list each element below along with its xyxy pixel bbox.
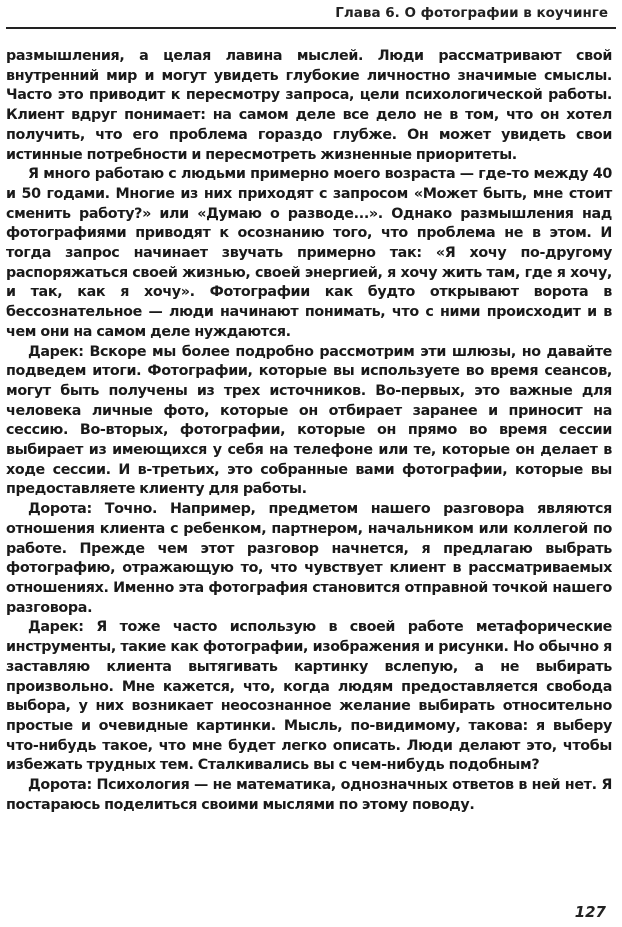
paragraph-text: Точно. Например, предметом нашего разговора являются отношения клиента с ребенком, партнером, начальником или коллегой по работе. Прежде чем этот разговор начнется, я предлагаю выбрать фотографию, отражающую то, что чувствует клиент в рассматриваемых отношениях. Именно эта фотография становится отправной точкой нашего разговора. [6,501,612,616]
dialogue-paragraph [6,343,612,501]
speaker-label: Дарек: [28,619,84,636]
paragraph-text: Психология — не математика, однозначных ответов в ней нет. Я постараюсь поделиться своими мыслями по этому поводу. [6,777,612,813]
paragraph-text: Вскоре мы более подробно рассмотрим эти шлюзы, но давайте подведем итоги. Фотографии, которые вы используете во время сеансов, могут быть получены из трех источников. Во-первых, это важные для человека личные фото, которые он отбирает заранее и приносит на сессию. Во-вторых, фотографии, которые он прямо во время сессии выбирает из имеющихся у себя на телефоне или те, которые он делает в ходе сессии. И в-третьих, это собранные вами фотографии, которые вы предоставляете клиенту для работы. [6,343,612,498]
paragraph-text: Я много работаю с людьми примерно моего возраста — где-то между 40 и 50 годами. Многие из них приходят с запросом «Может быть, мне стоит сменить работу?» или «Думаю о разводе...». Однако размышления над фотографиями приводят к осознанию того, что проблема не в этом. И тогда запрос начинает звучать примерно так: «Я хочу по-другому распоряжаться своей жизнью, своей энергией, я хочу жить там, где я хочу, и так, как я хочу». Фотографии как будто открывают ворота в бессознательное — люди начинают понимать, что с ними происходит и в чем они на самом деле нуждаются. [6,166,612,340]
paragraph-text: Я тоже часто использую в своей работе метафорические инструменты, такие как фотографии, изображения и рисунки. Но обычно я заставляю клиента вытягивать картинку вслепую, а не выбирать произвольно. Мне кажется, что, когда людям предоставляется свобода выбора, у них возникает неосознанное желание выбирать относительно простые и очевидные картинки. Мысль, по-видимому, такова: я выберу что-нибудь такое, что мне будет легко описать. Люди делают это, чтобы избежать трудных тем. Сталкивались вы с чем-нибудь подобным? [6,619,612,774]
body-text [6,47,612,815]
paragraph [6,47,612,165]
speaker-label: Дорота: [28,777,92,794]
running-head: Глава 6. О фотографии в коучинге [335,5,608,21]
paragraph [6,165,612,342]
dialogue-paragraph [6,618,612,776]
header-rule [6,27,616,29]
dialogue-paragraph [6,776,612,815]
speaker-label: Дорота: [28,501,92,518]
speaker-label: Дарек: [28,343,84,360]
paragraph-text: размышления, а целая лавина мыслей. Люди рассматривают свой внутренний мир и могут увидеть глубокие личностно значимые смыслы. Часто это приводит к пересмотру запроса, цели психологической работы. Клиент вдруг понимает: на самом деле все дело не в том, что он хотел получить, что его проблема гораздо глубже. Он может увидеть свои истинные потребности и пересмотреть жизненные приоритеты. [6,48,612,163]
dialogue-paragraph [6,500,612,618]
page-number: 127 [574,903,606,921]
